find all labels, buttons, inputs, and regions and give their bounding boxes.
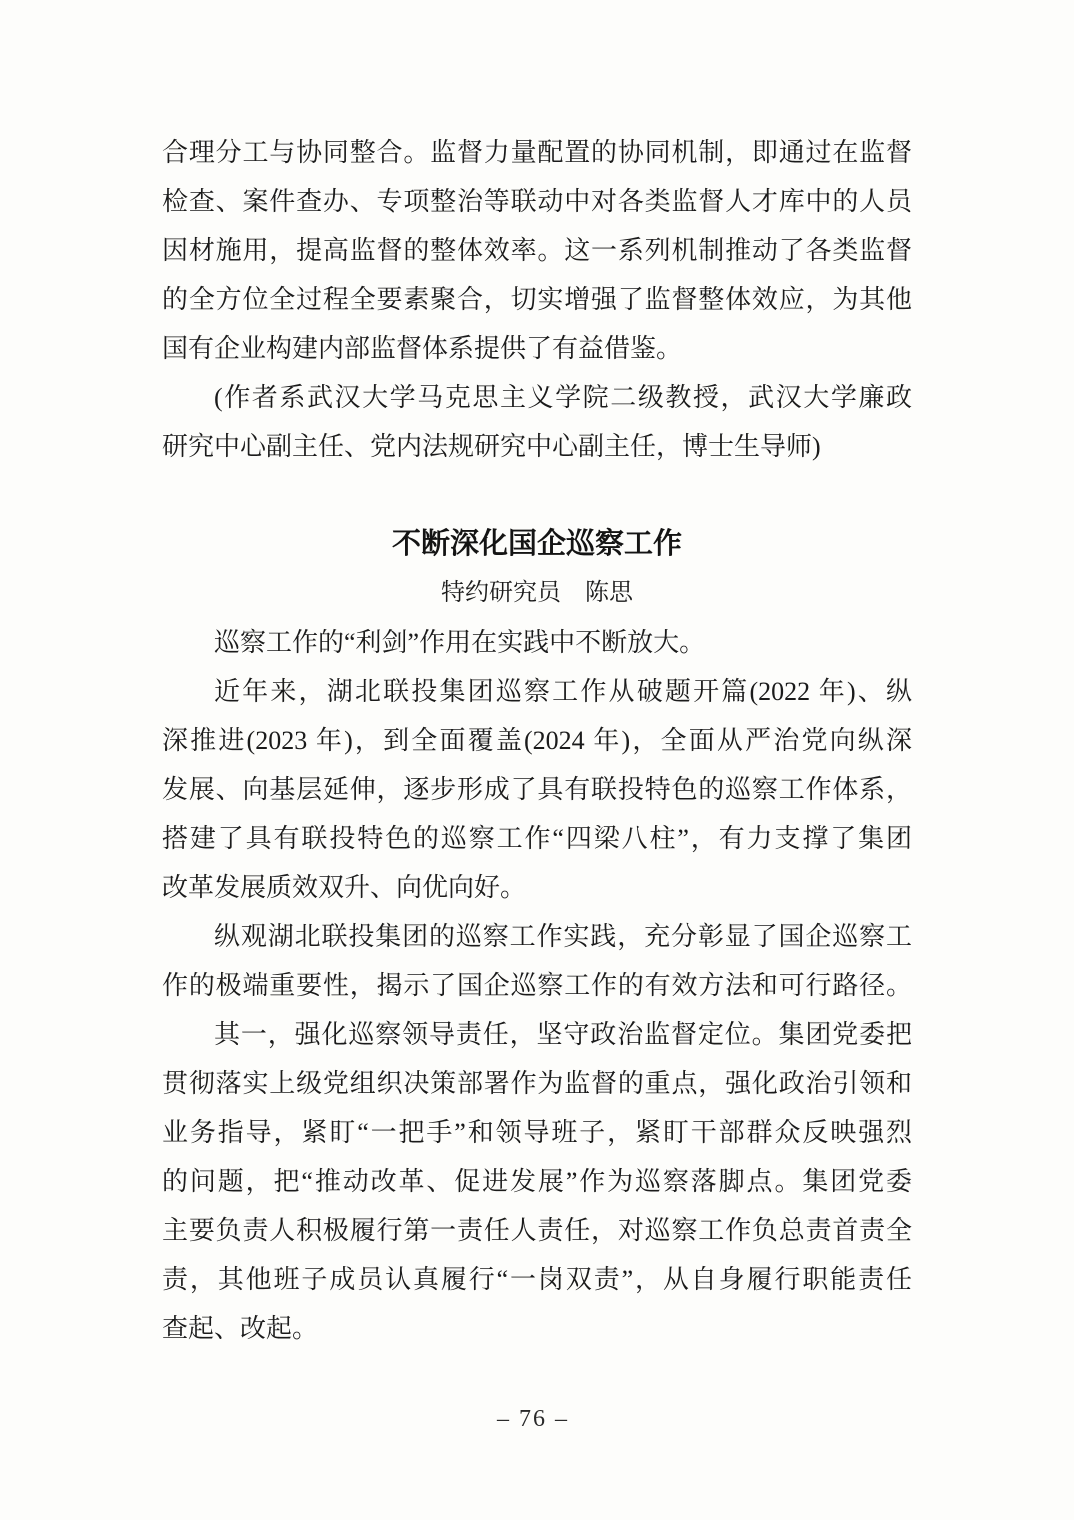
text-line: 研究中心副主任、党内法规研究中心副主任，博士生导师) xyxy=(162,432,821,461)
text-line: (作者系武汉大学马克思主义学院二级教授，武汉大学廉政 xyxy=(214,383,912,412)
text-line: 搭建了具有联投特色的巡察工作“四梁八柱”，有力支撑了集团 xyxy=(162,824,912,853)
text-line: 的问题，把“推动改革、促进发展”作为巡察落脚点。集团党委 xyxy=(162,1167,912,1196)
text-line: 作的极端重要性，揭示了国企巡察工作的有效方法和可行路径。 xyxy=(162,971,912,1000)
paragraph xyxy=(162,667,912,912)
article-byline: 特约研究员 陈思 xyxy=(441,580,633,606)
page-footer xyxy=(0,1406,1066,1433)
text-line: 巡察工作的“利剑”作用在实践中不断放大。 xyxy=(214,628,706,657)
text-line: 业务指导，紧盯“一把手”和领导班子，紧盯干部群众反映强烈 xyxy=(162,1118,912,1147)
paragraph xyxy=(162,128,912,373)
page-number: – 76 – xyxy=(497,1406,569,1432)
document-body xyxy=(162,128,912,1353)
text-line: 发展、向基层延伸，逐步形成了具有联投特色的巡察工作体系， xyxy=(162,775,912,804)
text-line: 主要负责人积极履行第一责任人责任，对巡察工作负总责首责全 xyxy=(162,1216,912,1245)
text-line: 深推进(2023 年)，到全面覆盖(2024 年)，全面从严治党向纵深 xyxy=(162,726,912,755)
text-line: 纵观湖北联投集团的巡察工作实践，充分彰显了国企巡察工 xyxy=(214,922,912,951)
text-line: 责，其他班子成员认真履行“一岗双责”，从自身履行职能责任 xyxy=(162,1265,912,1294)
paragraph xyxy=(162,1010,912,1353)
paragraph xyxy=(162,618,912,667)
paragraph xyxy=(162,912,912,1010)
text-line: 贯彻落实上级党组织决策部署作为监督的重点，强化政治引领和 xyxy=(162,1069,912,1098)
text-line: 近年来，湖北联投集团巡察工作从破题开篇(2022 年)、纵 xyxy=(214,677,912,706)
text-line: 因材施用，提高监督的整体效率。这一系列机制推动了各类监督 xyxy=(162,236,912,265)
text-line: 其一，强化巡察领导责任，坚守政治监督定位。集团党委把 xyxy=(214,1020,912,1049)
text-line: 查起、改起。 xyxy=(162,1314,319,1343)
article-title: 不断深化国企巡察工作 xyxy=(391,528,682,560)
text-line: 合理分工与协同整合。监督力量配置的协同机制，即通过在监督 xyxy=(162,138,912,167)
text-line: 的全方位全过程全要素聚合，切实增强了监督整体效应，为其他 xyxy=(162,285,912,314)
spacer xyxy=(162,471,912,520)
text-line: 检查、案件查办、专项整治等联动中对各类监督人才库中的人员 xyxy=(162,187,912,216)
author-note xyxy=(162,373,912,471)
text-line: 国有企业构建内部监督体系提供了有益借鉴。 xyxy=(162,334,683,363)
text-line: 改革发展质效双升、向优向好。 xyxy=(162,873,527,902)
